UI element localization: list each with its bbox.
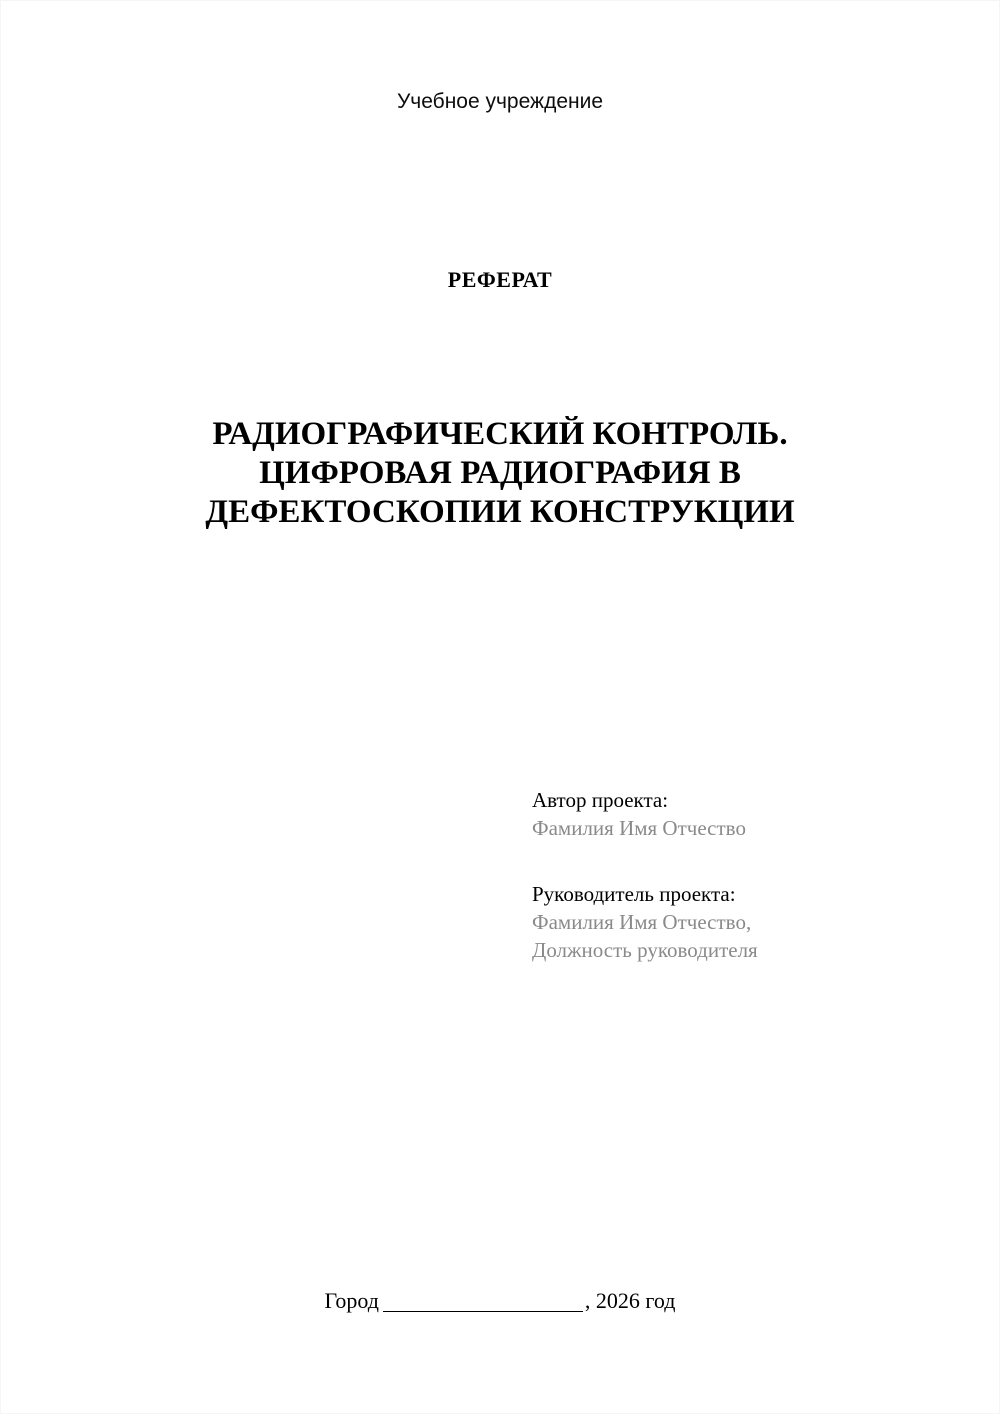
credits-block	[532, 786, 952, 964]
institution-name: Учебное учреждение	[396, 90, 604, 113]
author-name: Фамилия Имя Отчество	[532, 816, 746, 840]
city-label: Город	[324, 1288, 379, 1313]
supervisor-name: Фамилия Имя Отчество,	[532, 910, 752, 934]
year-text: , 2026 год	[584, 1288, 676, 1313]
author-label: Автор проекта:	[532, 788, 669, 812]
city-blank-line	[383, 1311, 583, 1312]
supervisor-label: Руководитель проекта:	[532, 882, 736, 906]
credits-spacer	[532, 842, 952, 880]
footer-line	[0, 1288, 1000, 1314]
document-type: РЕФЕРАТ	[447, 267, 553, 292]
page-title: РАДИОГРАФИЧЕСКИЙ КОНТРОЛЬ. ЦИФРОВАЯ РАДИОГРАФИЯ В ДЕФЕКТОСКОПИИ КОНСТРУКЦИИ	[205, 416, 795, 530]
supervisor-position: Должность руководителя	[532, 938, 758, 962]
